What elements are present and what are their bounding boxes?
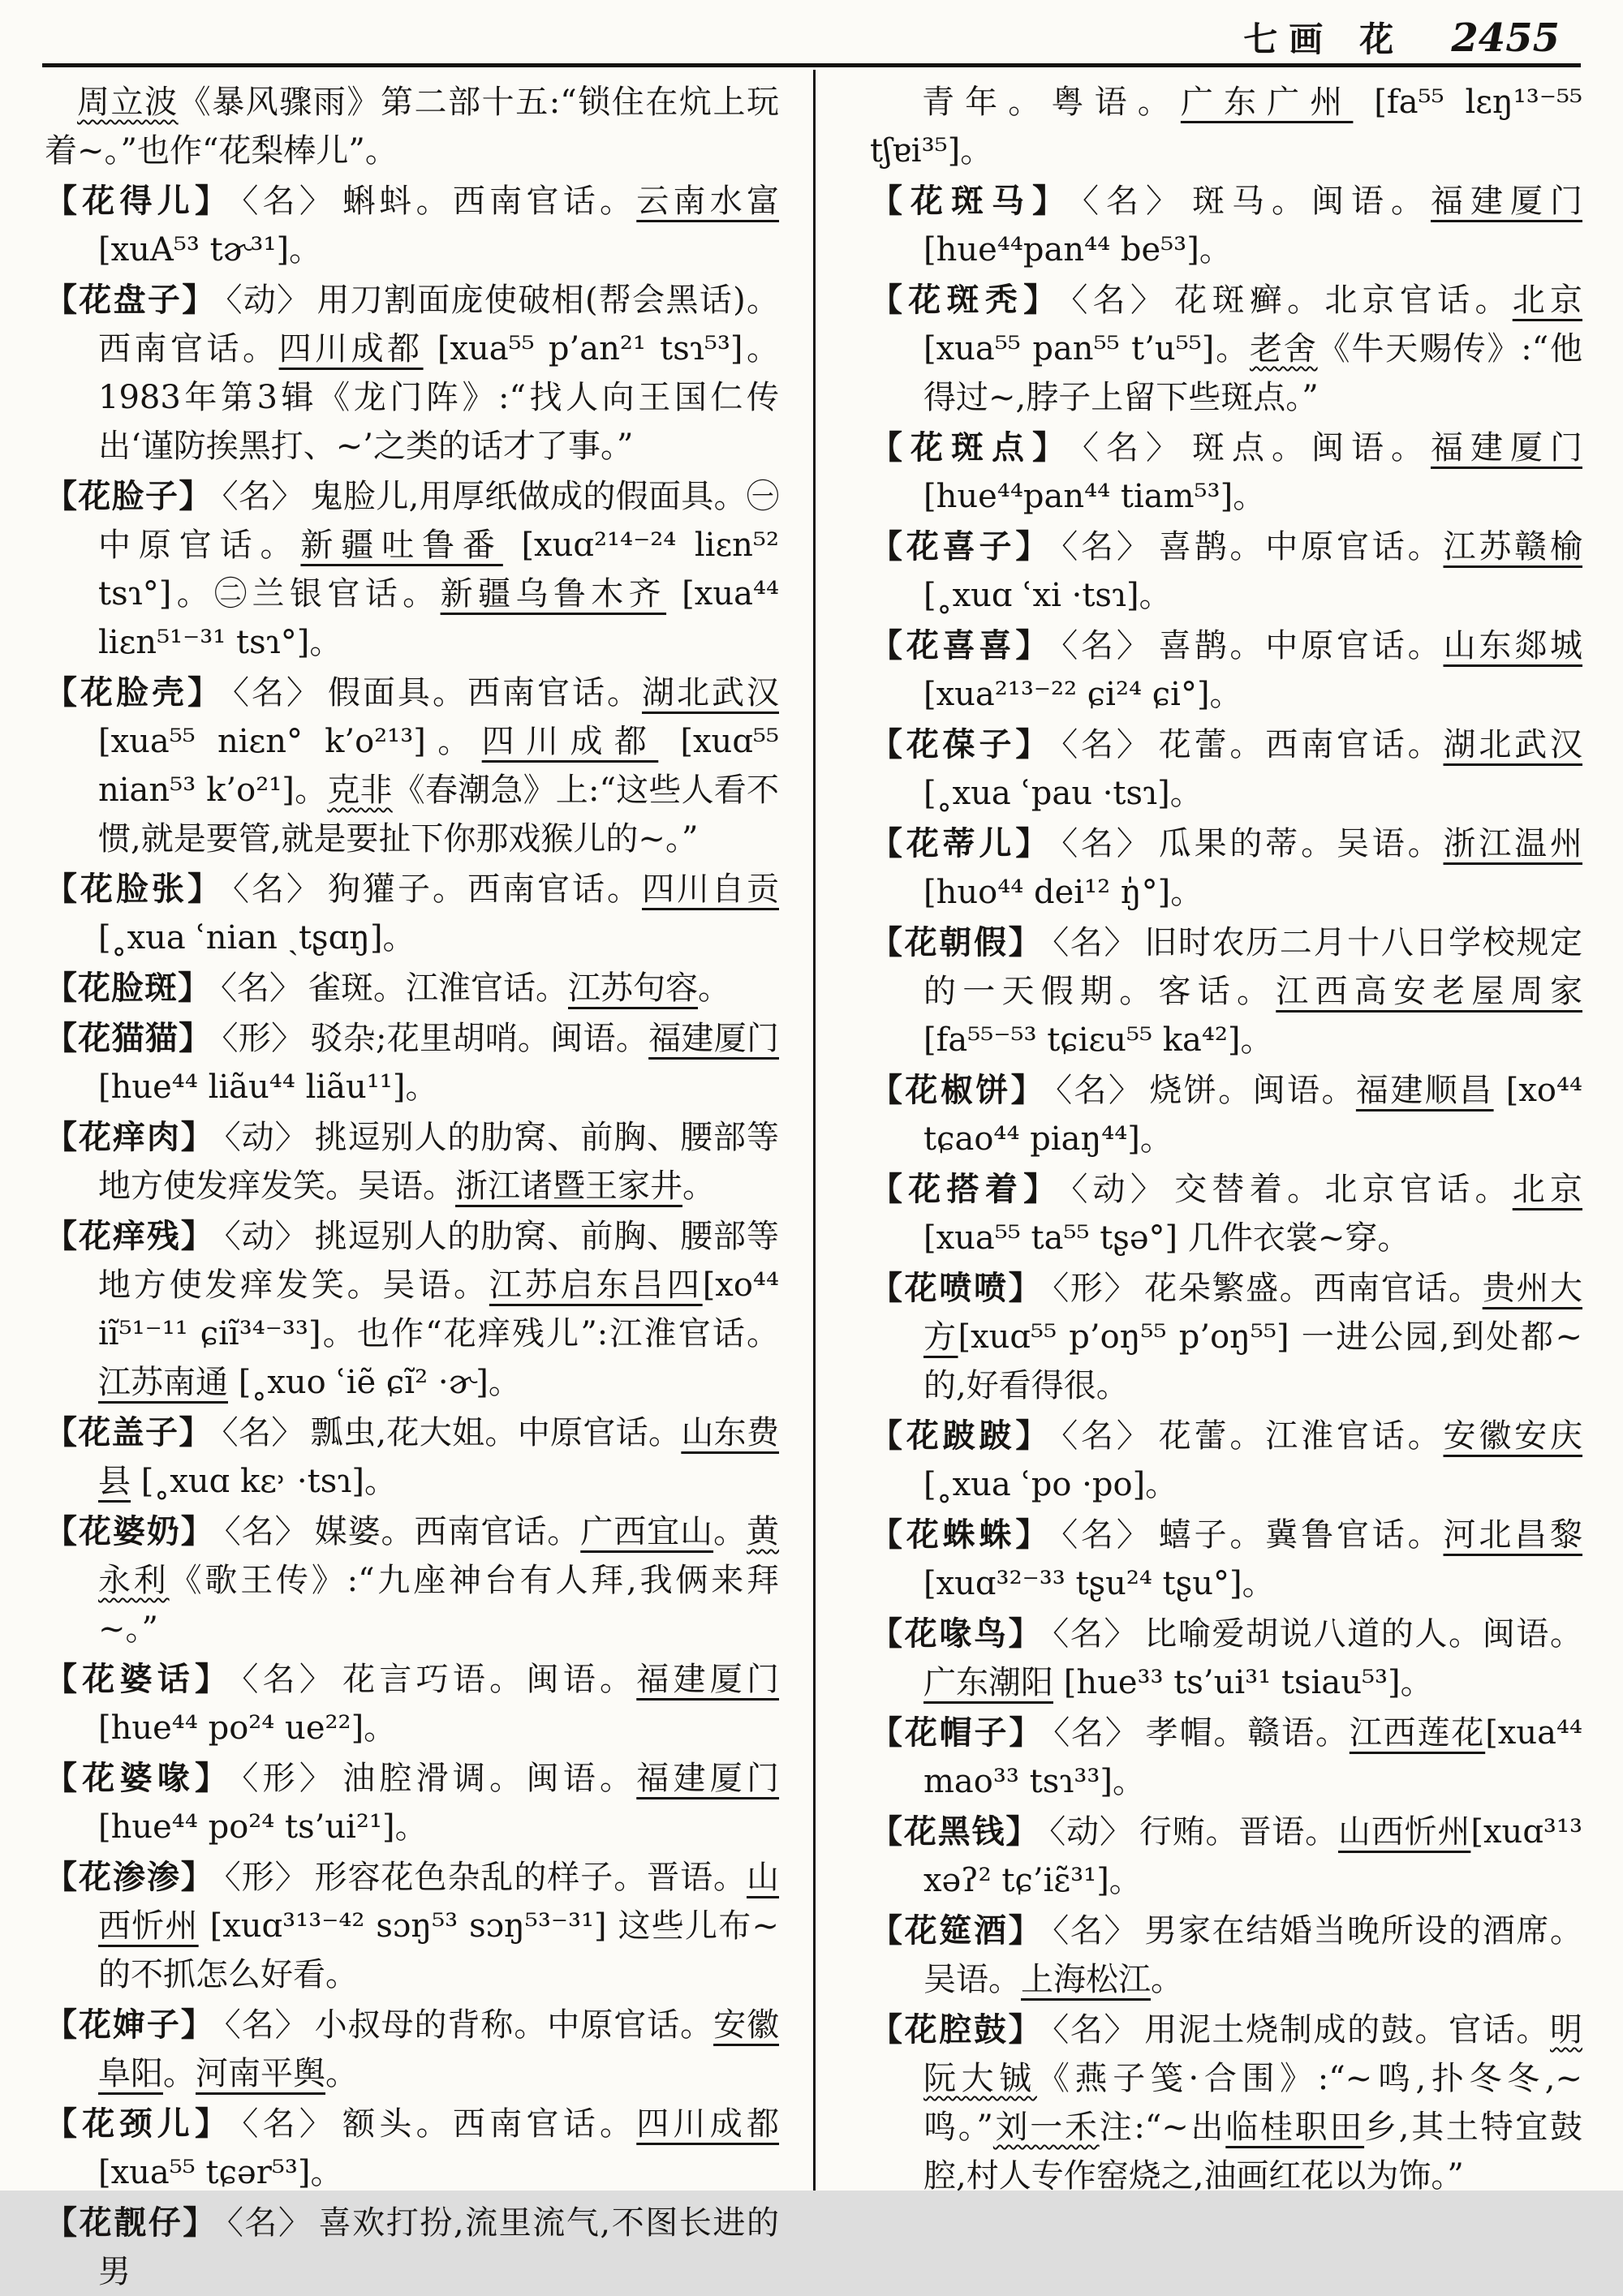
entry-text-segment: 注:“~出 (1099, 2109, 1226, 2146)
entry-headword: 【花喜子】 (870, 527, 1053, 565)
dictionary-entry (45, 865, 779, 962)
entry-text-segment: 鬼脸儿,用厚纸做成的假面具。㊀中原官话。 (98, 478, 780, 564)
entry-text-segment: 男家在结婚当晚所设的酒席。吴语。 (923, 1912, 1583, 1998)
entry-text-segment: 挑逗别人的肋窝、前胸、腰部等地方使发痒发笑。吴语。 (98, 1218, 780, 1304)
dictionary-entry (870, 720, 1582, 818)
place-name: 临桂职田 (1225, 2109, 1365, 2146)
dictionary-entry (870, 1511, 1582, 1608)
entry-text-segment: 喜鹊。中原官话。 (1158, 528, 1444, 565)
place-name: 江苏赣榆 (1443, 528, 1583, 565)
entry-headword: 【花斑秃】 (870, 281, 1062, 319)
entry-headword: 【花渗渗】 (45, 1858, 215, 1896)
entry-pos-marker: 〈名〉 (242, 1661, 337, 1698)
place-name: 河南平舆 (196, 2055, 325, 2092)
entry-pos-marker: 〈动〉 (226, 282, 311, 319)
dictionary-entry (870, 1907, 1582, 2004)
entry-headword: 【花斑马】 (870, 182, 1073, 220)
entry-text-segment: 花言巧语。闽语。 (342, 1661, 637, 1698)
dictionary-entry (45, 1014, 779, 1111)
entry-text-segment: 蝌蚪。西南官话。 (342, 183, 637, 220)
entry-text-segment: [xua⁴⁴ mao³³ tsɿ³³]。 (923, 1714, 1583, 1800)
entry-text-segment: [xua⁵⁵ tɕər⁵³]。 (98, 2154, 343, 2191)
entry-text-segment: [xuɑ³¹³ xəʔ² tɕ’iɛ̃³¹]。 (923, 1813, 1583, 1899)
entry-pos-marker: 〈形〉 (242, 1760, 337, 1797)
entry-headword: 【花脸子】 (45, 477, 213, 515)
entry-text-segment: 瓢虫,花大姐。中原官话。 (310, 1414, 682, 1451)
column-right (812, 78, 1583, 2195)
entry-text-segment: 《燕子笺·合围》:“~鸣,扑冬冬,~鸣。” (923, 2060, 1582, 2146)
proper-name: 明阮大铖 (923, 2011, 1583, 2097)
entry-headword: 【花婶子】 (45, 2006, 215, 2044)
entry-text-segment: [˳xuɑ ʿxi ·tsɿ]。 (923, 577, 1172, 614)
entry-text-segment: [xuA⁵³ tɚ³¹]。 (98, 231, 322, 269)
page-number: 2455 (1451, 15, 1560, 61)
entry-pos-marker: 〈名〉 (221, 970, 302, 1007)
column-left (45, 78, 812, 2290)
entry-text-segment: [˳xuɑ kɛ˒ ·tsɿ]。 (131, 1463, 397, 1500)
entry-text-segment: 喜鹊。中原官话。 (1158, 627, 1444, 664)
entry-pos-marker: 〈形〉 (224, 1859, 308, 1896)
entry-pos-marker: 〈形〉 (1053, 1270, 1139, 1307)
dictionary-entry (45, 276, 779, 471)
entry-text-segment: [hue⁴⁴ liãu⁴⁴ liãu¹¹]。 (98, 1068, 438, 1106)
entry-headword: 【花盘子】 (45, 281, 217, 319)
entry-headword: 【花脸张】 (45, 870, 223, 908)
dictionary-entry (870, 1808, 1582, 1905)
entry-text-segment: 形容花色杂乱的样子。晋语。 (314, 1859, 747, 1896)
place-name: 新疆吐鲁番 (300, 527, 503, 564)
entry-text-segment: 用泥土烧制成的鼓。官话。 (1144, 2011, 1551, 2049)
entry-text-segment: [xo⁴⁴ iĩ⁵¹⁻¹¹ ɕiĩ³⁴⁻³³]。也作“花痒残儿”:江淮官话。 (98, 1266, 780, 1352)
place-name: 安徽安庆 (1443, 1417, 1583, 1455)
entry-pos-marker: 〈动〉 (224, 1119, 308, 1156)
entry-headword: 【花腔鼓】 (870, 2010, 1044, 2049)
entry-text-segment: 乡,其土特宜鼓腔,村人专作窑烧之,油画红花以为饰。” (923, 2109, 1583, 2195)
entry-headword: 【花斑点】 (870, 428, 1073, 467)
header-rule (42, 63, 1581, 67)
entry-pos-marker: 〈名〉 (233, 674, 321, 712)
entry-text-segment: 斑马。闽语。 (1192, 183, 1431, 220)
entry-text-segment: 比喻爱胡说八道的人。闽语。 (1144, 1615, 1583, 1653)
entry-text-segment: 花朵繁盛。西南官话。 (1144, 1270, 1483, 1307)
dictionary-entry (870, 1165, 1582, 1262)
entry-text-segment: [xuɑ³²⁻³³ tʂu²⁴ tʂu°]。 (923, 1565, 1275, 1602)
entry-text-segment: 《暴风骤雨》第二部十五:“锁住在炕上玩着~。”也作“花梨棒儿”。 (45, 84, 780, 170)
entry-text-segment: 烧饼。闽语。 (1149, 1072, 1356, 1109)
place-name: 山东郯城 (1443, 627, 1583, 664)
dictionary-entry (870, 1264, 1582, 1410)
dictionary-entry (45, 1408, 779, 1506)
place-name: 四川成都 (636, 2105, 780, 2143)
entry-pos-marker: 〈名〉 (224, 2006, 308, 2044)
place-name: 湖北武汉 (1443, 726, 1583, 763)
entry-text-segment: 行贿。晋语。 (1139, 1813, 1338, 1851)
entry-pos-marker: 〈名〉 (1061, 1516, 1152, 1554)
entry-text-segment: 喜欢打扮,流里流气,不图长进的男 (98, 2204, 780, 2290)
entry-text-segment: 假面具。西南官话。 (328, 674, 642, 712)
entry-text-segment: [˳xuo ʿiẽ ɕĩ² ·ɚ]。 (228, 1364, 521, 1401)
place-name: 江苏南通 (98, 1364, 228, 1401)
entry-text-segment: 瓜果的蒂。吴语。 (1158, 825, 1444, 862)
place-name: 四川自贡 (642, 871, 779, 908)
entry-headword: 【花喙鸟】 (870, 1615, 1044, 1653)
entry-headword: 【花葆子】 (870, 725, 1053, 763)
entry-text-segment: 《牛天赐传》:“他得过~,脖子上留下些斑点。” (923, 330, 1583, 416)
place-name: 上海松江 (1021, 1961, 1151, 1998)
dictionary-entry (45, 1853, 779, 1999)
dictionary-entry (45, 472, 779, 667)
entry-text-segment: 斑点。闽语。 (1192, 429, 1431, 467)
two-column-body (45, 78, 1583, 2290)
place-name: 新疆乌鲁木齐 (440, 575, 667, 613)
entry-text-segment: [xua⁵⁵ pan⁵⁵ t’u⁵⁵]。 (923, 330, 1250, 368)
entry-text-segment: [hue⁴⁴pan⁴⁴ tiam⁵³]。 (923, 478, 1266, 515)
entry-text-segment: [˳xua ʿnian ˎtʂɑŋ]。 (98, 919, 415, 957)
entry-text-segment: 《歌王传》:“九座神台有人拜,我俩来拜~。” (98, 1562, 780, 1648)
place-name: 山西忻州 (1337, 1813, 1471, 1851)
place-name: 河北昌黎 (1443, 1516, 1583, 1554)
place-name: 广西宜山 (580, 1513, 714, 1550)
dictionary-entry (870, 1066, 1582, 1163)
place-name: 江西高安老屋周家 (1276, 973, 1582, 1010)
place-name: 湖北武汉 (642, 674, 779, 712)
entry-text-segment: [xua²¹³⁻²² ɕi²⁴ ɕi°]。 (923, 676, 1242, 713)
entry-headword: 【花喷喷】 (870, 1269, 1044, 1307)
dictionary-entry (870, 1610, 1582, 1707)
place-name: 贵州大方 (923, 1270, 1583, 1356)
dictionary-entry (870, 2006, 1582, 2200)
entry-headword: 【花得儿】 (45, 182, 233, 220)
place-name: 安徽阜阳 (98, 2006, 780, 2092)
proper-name: 克非 (327, 772, 393, 809)
entry-headword: 【花跛跛】 (870, 1417, 1053, 1455)
entry-pos-marker: 〈名〉 (1083, 183, 1186, 220)
entry-text-segment: 狗獾子。西南官话。 (328, 871, 642, 908)
place-name: 江苏句容 (568, 970, 698, 1007)
entry-text-segment: 。 (682, 1167, 715, 1205)
dictionary-entry (45, 2199, 779, 2296)
entry-pos-marker: 〈动〉 (1071, 1171, 1169, 1208)
entry-pos-marker: 〈动〉 (1049, 1813, 1133, 1851)
entry-headword: 【花脸斑】 (45, 969, 211, 1007)
entry-text-segment: 交替着。北京官话。 (1174, 1171, 1513, 1208)
entry-text-segment: [xua⁵⁵ p’an²¹ tsɿ⁵³]。1983年第3辑《龙门阵》:“找人向王国仁传出‘谨防挨黑打、~’之类的话才了事。” (98, 330, 780, 465)
entry-headword: 【花喜喜】 (870, 626, 1053, 664)
entry-text-segment: [xuɑ⁵⁵ nian⁵³ k’o²¹]。 (98, 723, 779, 809)
entry-headword: 【花脸壳】 (45, 673, 223, 712)
entry-text-segment: [hue⁴⁴ po²⁴ ue²²]。 (98, 1709, 397, 1747)
dictionary-entry (45, 1655, 779, 1752)
entry-text-segment: [xuɑ⁵⁵ p’oŋ⁵⁵ p’oŋ⁵⁵] 一进公园,到处都~的,好看得很。 (923, 1318, 1582, 1404)
entry-pos-marker: 〈名〉 (1061, 1417, 1152, 1455)
entry-text-segment: 额头。西南官话。 (342, 2105, 637, 2143)
entry-text-segment: 花斑癣。北京官话。 (1174, 282, 1513, 319)
entry-pos-marker: 〈名〉 (1053, 1714, 1139, 1752)
entry-text-segment: 。 (325, 2055, 358, 2092)
entry-pos-marker: 〈名〉 (233, 871, 321, 908)
entry-text-segment: 。 (713, 1513, 747, 1550)
entry-text-segment: [hue⁴⁴ po²⁴ ts’ui²¹]。 (98, 1808, 428, 1846)
entry-headword: 【花婆话】 (45, 1660, 233, 1698)
place-name: 福建厦门 (648, 1020, 779, 1057)
proper-name: 刘一禾 (992, 2109, 1100, 2146)
place-name: 四川成都 (481, 723, 659, 760)
dictionary-entry (870, 621, 1582, 719)
place-name: 广东广州 (1180, 84, 1354, 121)
dictionary-entry (870, 1412, 1582, 1509)
page-header (1243, 13, 1560, 62)
entry-pos-marker: 〈动〉 (224, 1218, 308, 1255)
continuation-paragraph (45, 78, 779, 175)
entry-headword: 【花蒂儿】 (870, 824, 1053, 862)
place-name: 福建厦门 (636, 1661, 780, 1698)
dictionary-entry (870, 177, 1582, 274)
proper-name: 周立波 (77, 84, 179, 121)
entry-text-segment: 用刀割面庞使破相(帮会黑话)。西南官话。 (98, 282, 780, 368)
entry-text-segment: [xua⁵⁵ niɛn° k’o²¹³]。 (98, 723, 482, 760)
entry-pos-marker: 〈名〉 (224, 1513, 308, 1550)
entry-headword: 【花黑钱】 (870, 1812, 1040, 1851)
entry-headword: 【花筵酒】 (870, 1911, 1044, 1950)
dictionary-entry (45, 1507, 779, 1653)
place-name: 云南水富 (636, 183, 780, 220)
entry-text-segment: 旧时农历二月十八日学校规定的一天假期。客话。 (923, 924, 1583, 1010)
entry-pos-marker: 〈名〉 (1053, 1615, 1139, 1653)
entry-pos-marker: 〈名〉 (222, 1414, 304, 1451)
entry-headword: 【花痒残】 (45, 1217, 215, 1255)
entry-text-segment: 。 (698, 970, 730, 1007)
header-radical-char: 花 (1359, 19, 1394, 59)
dictionary-entry (45, 964, 779, 1013)
place-name: 浙江诸暨王家井 (455, 1167, 682, 1205)
entry-text-segment: [˳xua ʿpau ·tsɿ]。 (923, 775, 1203, 812)
entry-text-segment: 花蕾。江淮官话。 (1158, 1417, 1444, 1455)
dictionary-entry (870, 918, 1582, 1064)
entry-headword: 【花婆奶】 (45, 1512, 215, 1550)
dictionary-entry (870, 276, 1582, 422)
dictionary-entry (45, 1212, 779, 1407)
entry-pos-marker: 〈名〉 (1083, 429, 1186, 467)
place-name: 福建顺昌 (1355, 1072, 1494, 1109)
entry-text-segment: [hue⁴⁴pan⁴⁴ be⁵³]。 (923, 231, 1232, 269)
place-name: 山东费县 (98, 1414, 780, 1500)
entry-pos-marker: 〈名〉 (1071, 282, 1169, 319)
place-name: 江苏启东吕四 (489, 1266, 703, 1304)
place-name: 四川成都 (278, 330, 424, 368)
entry-headword: 【花蛛蛛】 (870, 1516, 1053, 1554)
entry-pos-marker: 〈名〉 (1056, 1072, 1143, 1109)
entry-pos-marker: 〈名〉 (1053, 924, 1139, 961)
entry-pos-marker: 〈名〉 (1061, 825, 1152, 862)
entry-headword: 【花猫猫】 (45, 1019, 213, 1057)
entry-pos-marker: 〈名〉 (222, 478, 304, 515)
place-name: 福建厦门 (1431, 183, 1582, 220)
place-name: 北京 (1512, 282, 1583, 319)
entry-text-segment: [fa⁵⁵ lɛŋ¹³⁻⁵⁵ tʃɐi³⁵]。 (870, 84, 1583, 170)
place-name: 江西莲花 (1349, 1714, 1486, 1752)
place-name: 福建厦门 (1431, 429, 1582, 467)
entry-text-segment: 驳杂;花里胡哨。闽语。 (310, 1020, 649, 1057)
header-stroke-section: 七画 (1243, 19, 1335, 59)
entry-pos-marker: 〈名〉 (1061, 726, 1152, 763)
entry-text-segment: [xuɑ³¹³⁻⁴² sɔŋ⁵³ sɔŋ⁵³⁻³¹] 这些儿布~的不抓怎么好看。 (98, 1907, 780, 1993)
entry-pos-marker: 〈名〉 (242, 2105, 337, 2143)
dictionary-entry (45, 1754, 779, 1851)
entry-text-segment: [˳xua ʿpo ·po]。 (923, 1466, 1178, 1503)
entry-text-segment: 花蕾。西南官话。 (1158, 726, 1444, 763)
entry-headword: 【花椒饼】 (870, 1071, 1047, 1109)
entry-text-segment: 。 (1151, 1961, 1183, 1998)
place-name: 广东潮阳 (923, 1664, 1053, 1701)
entry-headword: 【花搭着】 (870, 1170, 1062, 1208)
entry-text-segment: 媒婆。西南官话。 (314, 1513, 581, 1550)
entry-text-segment: 孝帽。赣语。 (1145, 1714, 1350, 1752)
dictionary-entry (45, 2100, 779, 2197)
dictionary-entry (45, 1113, 779, 1210)
dictionary-entry (870, 522, 1582, 620)
entry-text-segment: 。 (163, 2055, 196, 2092)
entry-pos-marker: 〈形〉 (222, 1020, 304, 1057)
entry-text-segment: 青年。粤语。 (922, 84, 1181, 121)
place-name: 福建厦门 (636, 1760, 780, 1797)
entry-text-segment: [xo⁴⁴ tɕao⁴⁴ piaŋ⁴⁴]。 (923, 1072, 1583, 1158)
entry-text-segment: 小叔母的背称。中原官话。 (314, 2006, 714, 2044)
entry-text-segment: 《春潮急》上:“这些人看不惯,就是要管,就是要扯下你那戏猴儿的~。” (98, 772, 779, 858)
entry-pos-marker: 〈名〉 (1053, 2011, 1139, 2049)
entry-text-segment: [huo⁴⁴ dei¹² ŋ̍°]。 (923, 874, 1203, 911)
entry-text-segment: [fa⁵⁵⁻⁵³ tɕiɛu⁵⁵ ka⁴²]。 (923, 1021, 1273, 1059)
continuation-paragraph (870, 78, 1582, 175)
entry-text-segment: 油腔滑调。闽语。 (342, 1760, 637, 1797)
dictionary-entry (45, 177, 779, 274)
dictionary-entry (45, 669, 779, 863)
dictionary-entry (870, 424, 1582, 521)
entry-headword: 【花朝假】 (870, 923, 1044, 961)
entry-headword: 【花盖子】 (45, 1413, 213, 1451)
entry-pos-marker: 〈名〉 (1053, 1912, 1139, 1950)
entry-text-segment: 挑逗别人的肋窝、前胸、腰部等地方使发痒发笑。吴语。 (98, 1119, 780, 1205)
dictionary-entry (870, 819, 1582, 917)
entry-pos-marker: 〈名〉 (242, 183, 337, 220)
entry-text-segment: [hue³³ ts’ui³¹ tsiau⁵³]。 (1053, 1664, 1433, 1701)
entry-headword: 【花帽子】 (870, 1713, 1044, 1752)
entry-pos-marker: 〈名〉 (1061, 627, 1152, 664)
dictionary-entry (870, 1709, 1582, 1806)
place-name: 山西忻州 (98, 1859, 780, 1945)
entry-headword: 【花痒肉】 (45, 1118, 215, 1156)
place-name: 北京 (1512, 1171, 1583, 1208)
entry-text-segment: 雀斑。江淮官话。 (308, 970, 568, 1007)
dictionary-entry (45, 2001, 779, 2098)
entry-text-segment: [xua⁴⁴ liɛn⁵¹⁻³¹ tsɿ°]。 (98, 575, 780, 661)
entry-pos-marker: 〈名〉 (226, 2204, 312, 2242)
proper-name: 黄永利 (98, 1513, 780, 1599)
entry-headword: 【花颈儿】 (45, 2105, 233, 2143)
entry-text-segment: [xua⁵⁵ ta⁵⁵ tʂə°] 几件衣裳~穿。 (923, 1219, 1410, 1257)
entry-headword: 【花靓仔】 (45, 2204, 217, 2242)
entry-text-segment: [xuɑ²¹⁴⁻²⁴ liɛn⁵² tsɿ°]。㊁兰银官话。 (98, 527, 780, 613)
entry-pos-marker: 〈名〉 (1061, 528, 1152, 565)
entry-headword: 【花婆喙】 (45, 1759, 233, 1797)
place-name: 浙江温州 (1443, 825, 1583, 862)
entry-text-segment: 蟢子。冀鲁官话。 (1158, 1516, 1444, 1554)
proper-name: 老舍 (1249, 330, 1318, 368)
